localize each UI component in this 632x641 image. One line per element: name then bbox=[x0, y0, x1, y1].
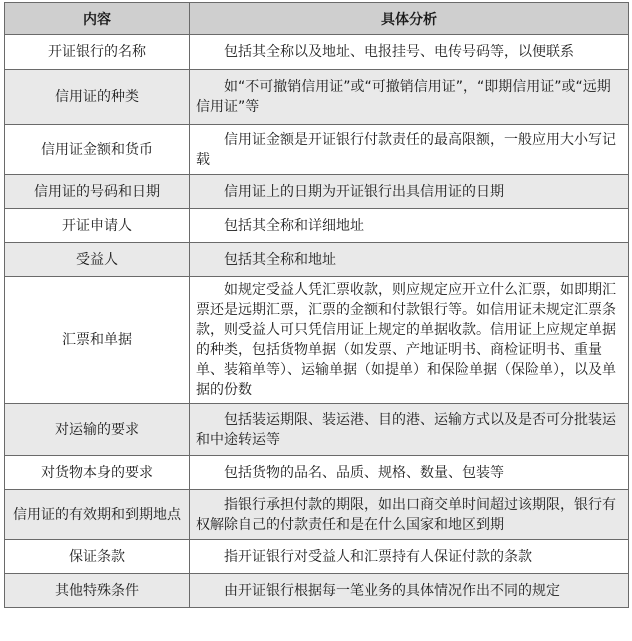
row-detail: 包括货物的品名、品质、规格、数量、包装等 bbox=[190, 456, 629, 490]
row-detail: 如“不可撤销信用证”或“可撤销信用证”，“即期信用证”或“远期信用证”等 bbox=[190, 70, 629, 125]
row-detail: 包括其全称以及地址、电报挂号、电传号码等，以便联系 bbox=[190, 35, 629, 70]
row-item: 信用证的有效期和到期地点 bbox=[5, 490, 190, 540]
row-item: 对运输的要求 bbox=[5, 404, 190, 456]
row-detail: 信用证金额是开证银行付款责任的最高限额，一般应用大小写记载 bbox=[190, 125, 629, 175]
row-detail: 信用证上的日期为开证银行出具信用证的日期 bbox=[190, 175, 629, 209]
header-analysis: 具体分析 bbox=[190, 3, 629, 35]
table-row bbox=[5, 540, 629, 574]
table-row bbox=[5, 243, 629, 277]
table-row bbox=[5, 490, 629, 540]
table-row bbox=[5, 574, 629, 608]
row-item: 开证申请人 bbox=[5, 209, 190, 243]
row-item: 开证银行的名称 bbox=[5, 35, 190, 70]
row-item: 汇票和单据 bbox=[5, 277, 190, 404]
row-item: 对货物本身的要求 bbox=[5, 456, 190, 490]
row-detail: 包括装运期限、装运港、目的港、运输方式以及是否可分批装运和中途转运等 bbox=[190, 404, 629, 456]
row-detail: 由开证银行根据每一笔业务的具体情况作出不同的规定 bbox=[190, 574, 629, 608]
row-detail: 指银行承担付款的期限，如出口商交单时间超过该期限，银行有权解除自己的付款责任和是在什么国家和地区到期 bbox=[190, 490, 629, 540]
row-detail: 指开证银行对受益人和汇票持有人保证付款的条款 bbox=[190, 540, 629, 574]
row-item: 受益人 bbox=[5, 243, 190, 277]
table-row bbox=[5, 35, 629, 70]
table-row bbox=[5, 456, 629, 490]
row-item: 信用证金额和货币 bbox=[5, 125, 190, 175]
table-header-row bbox=[5, 3, 629, 35]
row-item: 信用证的种类 bbox=[5, 70, 190, 125]
header-content: 内容 bbox=[5, 3, 190, 35]
row-detail: 如规定受益人凭汇票收款，则应规定应开立什么汇票，如即期汇票还是远期汇票，汇票的金额和付款银行等。如信用证未规定汇票条款，则受益人可只凭信用证上规定的单据收款。信用证上应规定单据的种类，包括货物单据（如发票、产地证明书、商检证明书、重量单、装箱单等）、运输单据（如提单）和保险单据（保险单），以及单据的份数 bbox=[190, 277, 629, 404]
table-row bbox=[5, 175, 629, 209]
table-row bbox=[5, 70, 629, 125]
table-row bbox=[5, 404, 629, 456]
lc-content-table bbox=[4, 2, 629, 608]
row-item: 信用证的号码和日期 bbox=[5, 175, 190, 209]
row-detail: 包括其全称和地址 bbox=[190, 243, 629, 277]
table-row bbox=[5, 125, 629, 175]
table-row bbox=[5, 209, 629, 243]
table-row bbox=[5, 277, 629, 404]
row-detail: 包括其全称和详细地址 bbox=[190, 209, 629, 243]
row-item: 其他特殊条件 bbox=[5, 574, 190, 608]
row-item: 保证条款 bbox=[5, 540, 190, 574]
